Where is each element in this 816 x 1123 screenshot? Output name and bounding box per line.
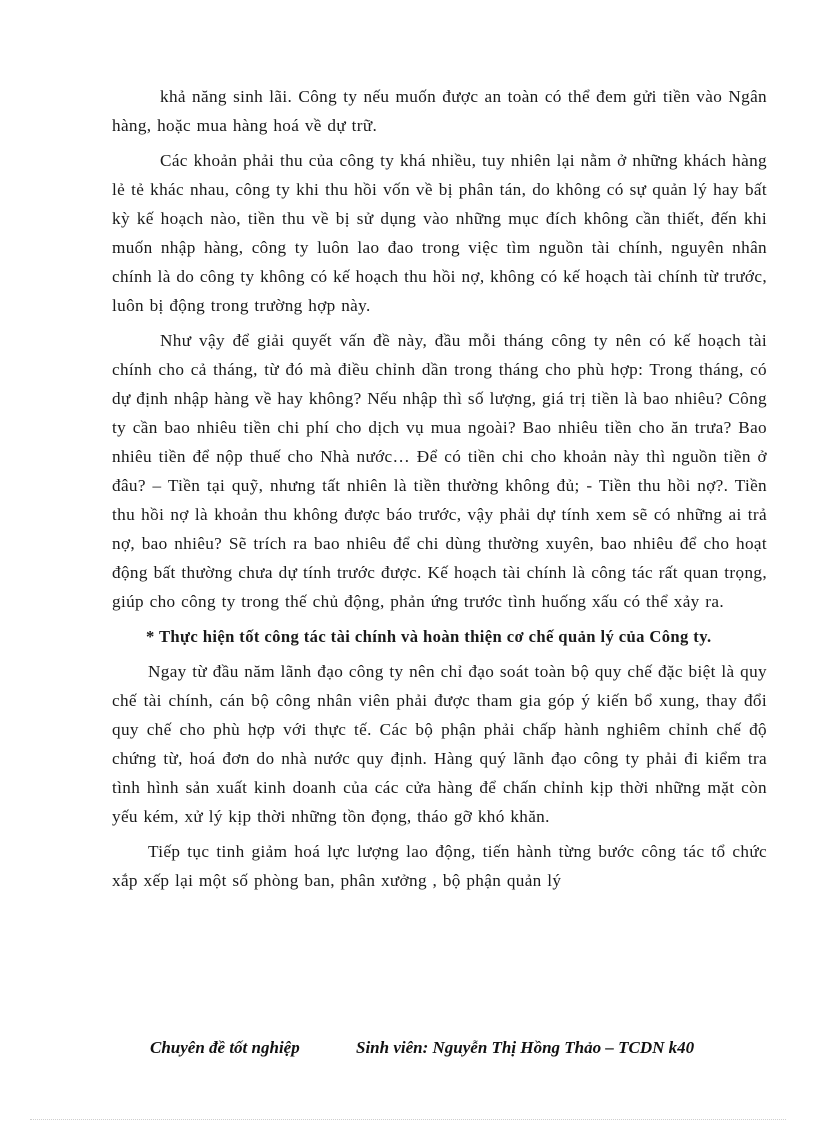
paragraph-labor: Tiếp tục tinh giảm hoá lực lượng lao động, tiến hành từng bước công tác tổ chức xắp xếp lại một số phòng ban, phân xưởng , bộ phận quản lý [112,842,767,890]
footer-student-name: Sinh viên: Nguyễn Thị Hồng Thảo – TCDN k40 [356,1038,695,1057]
page-footer [150,1038,750,1068]
document-body [112,82,767,895]
paragraph-regulations: Ngay từ đầu năm lãnh đạo công ty nên chỉ đạo soát toàn bộ quy chế đặc biệt là quy chế tài chính, cán bộ công nhân viên phải được tham gia góp ý kiến bổ xung, thay đổi quy chế cho phù hợp với thực tế. Các bộ phận phải chấp hành nghiêm chỉnh chế độ chứng từ, hoá đơn do nhà nước quy định. Hàng quý lãnh đạo công ty phải đi kiểm tra tình hình sản xuất kinh doanh của các cửa hàng để chấn chỉnh kịp thời những mặt còn yếu kém, xử lý kịp thời những tồn đọng, tháo gỡ khó khăn. [112,662,767,826]
section-heading: * Thực hiện tốt công tác tài chính và hoàn thiện cơ chế quản lý của Công ty. [146,627,712,646]
page-bottom-divider [30,1119,786,1120]
paragraph-receivables: Các khoản phải thu của công ty khá nhiều, tuy nhiên lại nằm ở những khách hàng lẻ tẻ khác nhau, công ty khi thu hồi vốn về bị phân tán, do không có sự quản lý hay bất kỳ kế hoạch nào, tiền thu về bị sử dụng vào những mục đích không cần thiết, đến khi muốn nhập hàng, công ty luôn lao đao trong việc tìm nguồn tài chính, nguyên nhân chính là do công ty không có kế hoạch thu hồi nợ, không có kế hoạch tài chính từ trước, luôn bị động trong trường hợp này. [112,151,767,315]
paragraph-financial-plan: Như vậy để giải quyết vấn đề này, đầu mỗi tháng công ty nên có kế hoạch tài chính cho cả tháng, từ đó mà điều chỉnh dần trong tháng cho phù hợp: Trong tháng, có dự định nhập hàng về hay không? Nếu nhập thì số lượng, giá trị tiền là bao nhiêu? Công ty cần bao nhiêu tiền chi phí cho dịch vụ mua ngoài? Bao nhiêu tiền cho ăn trưa? Bao nhiêu tiền để nộp thuế cho Nhà nước… Để có tiền chi cho khoản này thì nguồn tiền ở đâu? – Tiền tại quỹ, nhưng tất nhiên là tiền thường không đủ; - Tiền thu hồi nợ?. Tiền thu hồi nợ là khoản thu không được báo trước, vậy phải dự tính xem sẽ có những ai trả nợ, bao nhiêu? Sẽ trích ra bao nhiêu để chi dùng thường xuyên, bao nhiêu để cho hoạt động bất thường chưa dự tính trước được. Kế hoạch tài chính là công tác rất quan trọng, giúp cho công ty trong thế chủ động, phản ứng trước tình huống xấu có thể xảy ra. [112,331,767,611]
footer-thesis-title: Chuyên đề tốt nghiệp [150,1038,300,1057]
paragraph-continuation: khả năng sinh lãi. Công ty nếu muốn được an toàn có thể đem gửi tiền vào Ngân hàng, hoặc mua hàng hoá về dự trữ. [112,87,767,135]
